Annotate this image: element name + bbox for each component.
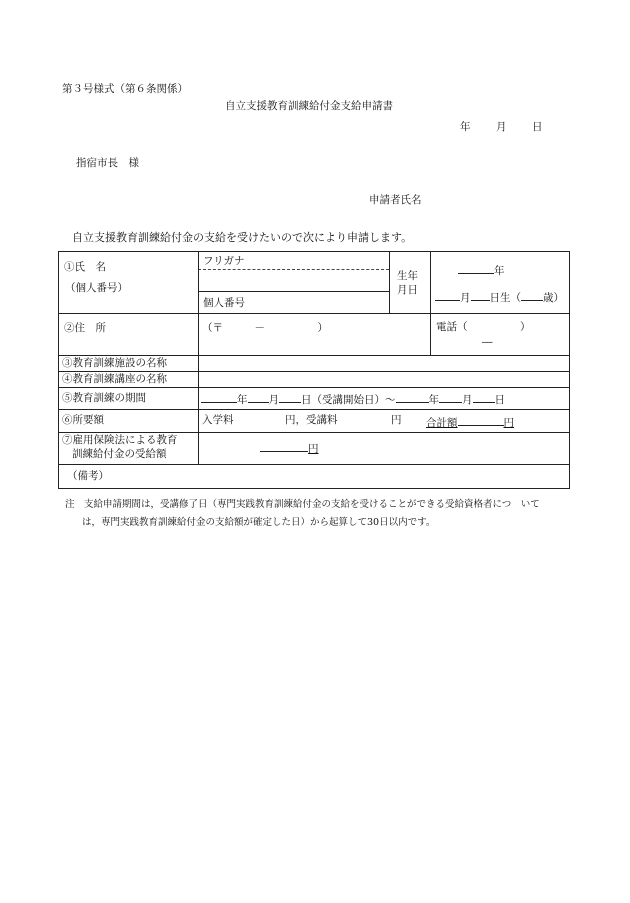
- phone-dash: ―: [482, 336, 493, 348]
- remarks-field[interactable]: [109, 468, 559, 484]
- furigana-field[interactable]: [259, 255, 379, 267]
- birth-year: 年: [458, 263, 505, 277]
- training-facility-field[interactable]: [201, 357, 566, 369]
- training-facility-label: ③教育訓練施設の名称: [62, 357, 167, 369]
- training-course-label: ④教育訓練講座の名称: [62, 373, 167, 385]
- applicant-name-label: 申請者氏名: [369, 194, 422, 206]
- age-field[interactable]: [521, 290, 543, 301]
- employment-insurance-label-line1: ⑦雇用保険法による教育: [62, 434, 178, 446]
- intro-text: 自立支援教育訓練給付金の支給を受けたいので次により申請します。: [72, 231, 413, 244]
- entrance-fee-field[interactable]: [239, 413, 283, 425]
- row-divider: [59, 387, 569, 388]
- row-divider: [59, 313, 569, 314]
- form-number: 第３号様式（第６条関係）: [62, 83, 188, 95]
- required-amount-label: ⑥所要額: [62, 414, 104, 426]
- period-to-year-field[interactable]: [396, 392, 429, 403]
- total-amount-field[interactable]: [458, 415, 504, 426]
- period-from-day-field[interactable]: [279, 392, 301, 403]
- name-field[interactable]: [203, 272, 383, 288]
- row-divider: [59, 464, 569, 465]
- tuition-field[interactable]: [345, 413, 389, 425]
- birth-month-day-age: 月 日生（ 歳）: [435, 290, 564, 304]
- row-divider: [59, 371, 569, 372]
- date-year-label: 年: [460, 121, 471, 133]
- document-title: 自立支援教育訓練給付金支給申請書: [225, 100, 393, 112]
- total-amount: 合計額 円: [426, 417, 514, 429]
- personal-id-label: （個人番号）: [65, 282, 128, 294]
- row-divider: [59, 409, 569, 410]
- date-month-label: 月: [496, 121, 507, 133]
- personal-number-label: 個人番号: [203, 297, 245, 309]
- address-label: ②住 所: [64, 322, 106, 334]
- name-label: ①氏 名: [64, 261, 106, 273]
- birth-label-divider: [389, 252, 390, 313]
- employment-insurance-amount: 円: [260, 441, 319, 455]
- row-divider: [59, 432, 569, 433]
- tuition-label: 円，受講料: [285, 414, 338, 426]
- entrance-fee-label: 入学料: [202, 414, 234, 426]
- personal-number-divider: [198, 291, 389, 292]
- birth-value-divider: [430, 252, 431, 313]
- addressee: 指宿市長 様: [76, 157, 139, 169]
- note-line-2: は，専門実践教育訓練給付金の支給額が確定した日）から起算して30日以内です。: [82, 517, 436, 528]
- birth-month-field[interactable]: [435, 290, 460, 301]
- period-to-month-field[interactable]: [439, 392, 462, 403]
- note-line-1: 注 支給申請期間は，受講修了日（専門実践教育訓練給付金の支給を受けることができる受給資格者につ いて: [65, 499, 540, 510]
- phone-label[interactable]: 電話（ ）: [436, 321, 531, 333]
- application-form-table: [58, 251, 570, 489]
- employment-insurance-label-line2: 訓練給付金の受給額: [72, 448, 167, 460]
- birth-day-field[interactable]: [471, 290, 490, 301]
- period-from-month-field[interactable]: [248, 392, 269, 403]
- label-column-divider: [198, 252, 199, 464]
- birth-year-field[interactable]: [458, 263, 494, 274]
- period-from-year-field[interactable]: [201, 392, 237, 403]
- training-period-values: 年 月 日（受講開始日）～ 年 月 日: [201, 392, 505, 406]
- furigana-divider: [198, 269, 389, 270]
- furigana-label: フリガナ: [203, 255, 245, 267]
- tuition-yen: 円: [391, 414, 402, 426]
- date-day-label: 日: [532, 121, 543, 133]
- row-divider: [59, 355, 569, 356]
- period-to-day-field[interactable]: [473, 392, 495, 403]
- phone-divider: [430, 313, 431, 355]
- training-course-field[interactable]: [201, 373, 566, 385]
- postal-code-field[interactable]: （〒 － ）: [202, 322, 328, 334]
- birth-date-label: 生年 月日: [397, 270, 418, 297]
- employment-insurance-field[interactable]: [260, 441, 308, 452]
- training-period-label: ⑤教育訓練の期間: [62, 392, 146, 404]
- remarks-label: （備考）: [67, 470, 109, 482]
